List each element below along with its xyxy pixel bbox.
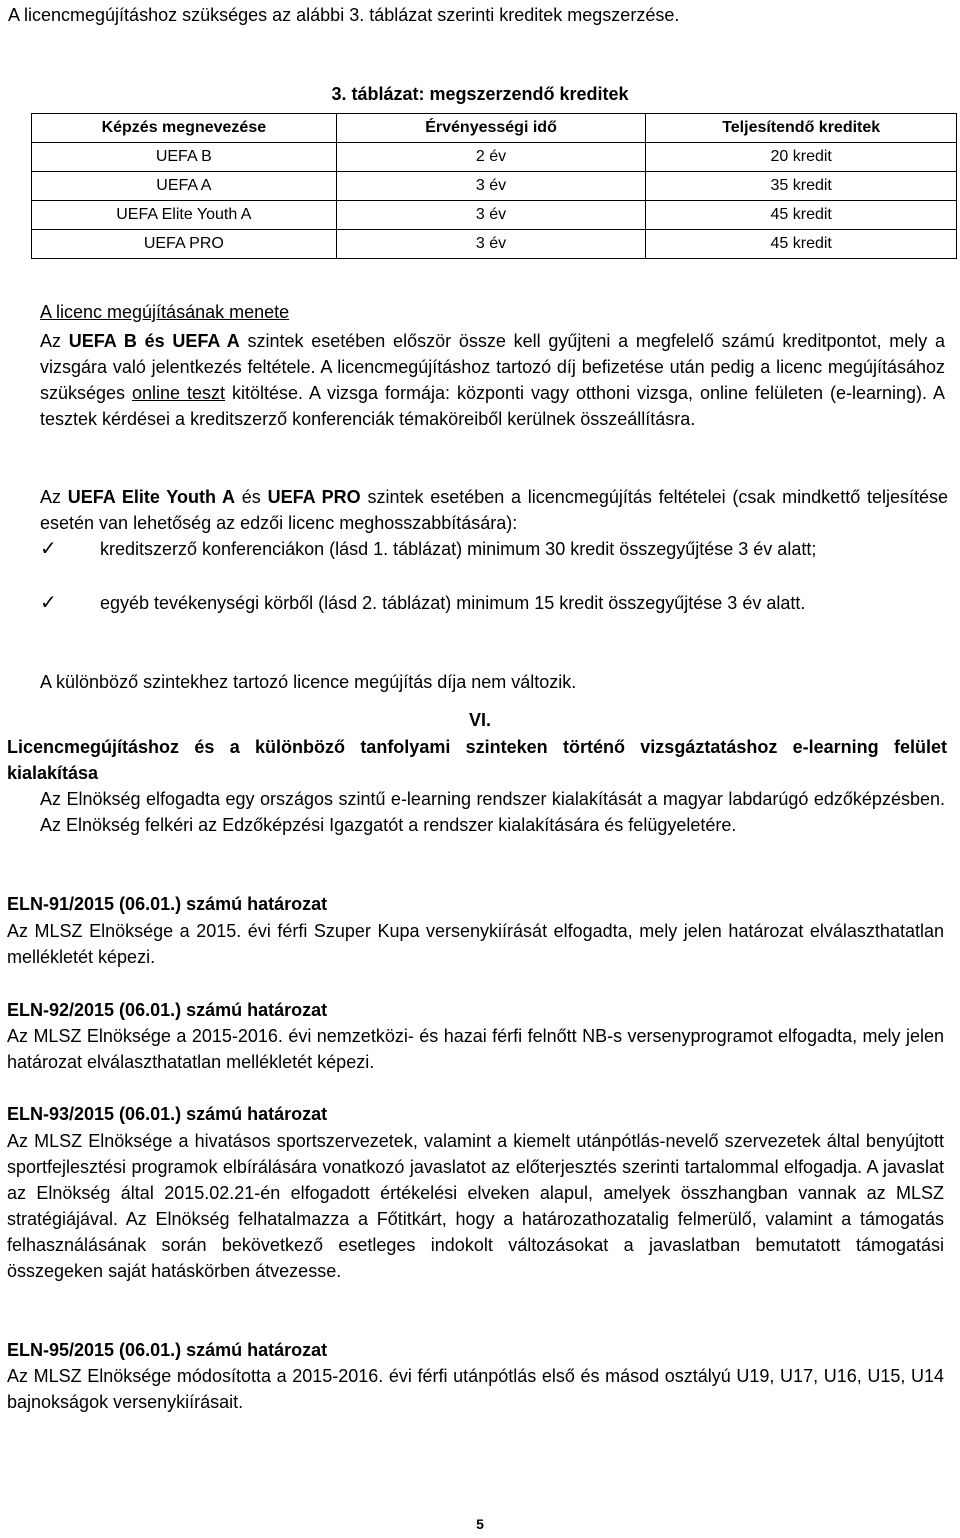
table-header-cell: Képzés megnevezése bbox=[32, 114, 337, 143]
table-header-row bbox=[32, 114, 957, 143]
text-run: és bbox=[235, 487, 268, 507]
text-run-bold: UEFA PRO bbox=[267, 487, 361, 507]
table-cell: 3 év bbox=[336, 230, 646, 259]
checkmark-icon: ✓ bbox=[40, 538, 57, 560]
table-header-cell: Érvényességi idő bbox=[336, 114, 646, 143]
resolution-heading: ELN-95/2015 (06.01.) számú határozat bbox=[7, 1340, 328, 1360]
section-number: VI. bbox=[468, 710, 491, 730]
text-run: szintek esetében először össze kell gyűjteni a megfelelő számú kreditpontot, mely a vizsgára való jelentkezés feltétele. A licencmegújításhoz tartozó díj befizetése után pedig a licenc megújításához szükséges bbox=[40, 331, 945, 403]
table-row bbox=[32, 201, 957, 230]
text-run: Az bbox=[40, 331, 69, 351]
table-row bbox=[32, 172, 957, 201]
table-cell: 3 év bbox=[336, 172, 646, 201]
resolution-heading: ELN-91/2015 (06.01.) számú határozat bbox=[7, 894, 328, 914]
renewal-paragraph-3: A különböző szintekhez tartozó licence megújítás díja nem változik. bbox=[40, 672, 577, 692]
table-cell: 20 kredit bbox=[646, 143, 957, 172]
table-cell: UEFA A bbox=[32, 172, 337, 201]
section-title: Licencmegújításhoz és a különböző tanfolyami szinteken történő vizsgáztatáshoz e-learning felület kialakítása bbox=[7, 737, 947, 783]
renewal-section-title: A licenc megújításának menete bbox=[40, 302, 290, 322]
table-cell: UEFA B bbox=[32, 143, 337, 172]
resolution-heading: ELN-92/2015 (06.01.) számú határozat bbox=[7, 1000, 328, 1020]
list-item: egyéb tevékenységi körből (lásd 2. táblázat) minimum 15 kredit összegyűjtése 3 év alatt. bbox=[100, 593, 806, 613]
resolution-heading: ELN-93/2015 (06.01.) számú határozat bbox=[7, 1104, 328, 1124]
table-cell: UEFA PRO bbox=[32, 230, 337, 259]
resolution-text: Az MLSZ Elnöksége a 2015. évi férfi Szuper Kupa versenykiírását elfogadta, mely jelen határozat elválaszthatatlan mellékletét képezi. bbox=[7, 921, 944, 967]
table-row bbox=[32, 143, 957, 172]
table-header-cell: Teljesítendő kreditek bbox=[646, 114, 957, 143]
text-run: kitöltése. A vizsga formája: központi vagy otthoni vizsga, online felületen (e-learning). A tesztek kérdései a kreditszerző konferenciák témaköreiből kerülnek összeállításra. bbox=[40, 383, 946, 429]
intro-paragraph: A licencmegújításhoz szükséges az alábbi 3. táblázat szerinti kreditek megszerzése. bbox=[8, 5, 680, 25]
table-cell: UEFA Elite Youth A bbox=[32, 201, 337, 230]
page-number: 5 bbox=[476, 1516, 484, 1532]
table-cell: 2 év bbox=[336, 143, 646, 172]
renewal-paragraph-2 bbox=[40, 484, 948, 536]
table-cell: 35 kredit bbox=[646, 172, 957, 201]
table-caption: 3. táblázat: megszerzendő kreditek bbox=[331, 84, 629, 104]
resolution-text: Az MLSZ Elnöksége a hivatásos sportszervezetek, valamint a kiemelt utánpótlás-nevelő szervezetek által benyújtott sportfejlesztési programok elbírálására vonatkozó javaslatot az előterjesztés szerinti tartalommal elfogadja. A javaslat az Elnökség által 2015.02.21-én elfogadott értékelési elveken alapul, amelyek összhangban vannak az MLSZ stratégiájával. Az Elnökség felhatalmazza a Főtitkárt, hogy a határozathozatalig felmerülő, valamint a támogatás felhasználásának során bekövetkező esetleges indokolt változásokat a javaslatban bemutatott támogatási összegeken saját hatáskörben átvezesse. bbox=[7, 1131, 944, 1281]
resolution-text: Az MLSZ Elnöksége a 2015-2016. évi nemzetközi- és hazai férfi felnőtt NB-s versenyprogramot elfogadta, mely jelen határozat elválaszthatatlan mellékletét képezi. bbox=[7, 1026, 944, 1072]
table-cell: 45 kredit bbox=[646, 201, 957, 230]
text-run: Az bbox=[40, 487, 68, 507]
checkmark-icon: ✓ bbox=[40, 592, 57, 614]
text-run-bold: UEFA Elite Youth A bbox=[67, 487, 236, 507]
list-item: kreditszerző konferenciákon (lásd 1. táblázat) minimum 30 kredit összegyűjtése 3 év alatt; bbox=[100, 539, 817, 559]
text-run-bold: UEFA B és UEFA A bbox=[68, 331, 240, 351]
renewal-paragraph-1 bbox=[40, 328, 945, 432]
text-run: szintek esetében a licencmegújítás feltételei (csak mindkettő teljesítése esetén van lehetőség az edzői licenc meghosszabbítására): bbox=[40, 487, 949, 533]
resolution-text: Az MLSZ Elnöksége módosította a 2015-2016. évi férfi utánpótlás első és másod osztályú U19, U17, U16, U15, U14 bajnokságok versenykiírásait. bbox=[7, 1366, 944, 1412]
credits-table bbox=[31, 113, 957, 259]
online-test-link[interactable]: online teszt bbox=[132, 383, 226, 403]
table-row bbox=[32, 230, 957, 259]
table-cell: 45 kredit bbox=[646, 230, 957, 259]
table-cell: 3 év bbox=[336, 201, 646, 230]
section-paragraph: Az Elnökség elfogadta egy országos szintű e-learning rendszer kialakítását a magyar labdarúgó edzőképzésben. Az Elnökség felkéri az Edzőképzési Igazgatót a rendszer kialakítására és felügyeletére. bbox=[40, 789, 945, 835]
